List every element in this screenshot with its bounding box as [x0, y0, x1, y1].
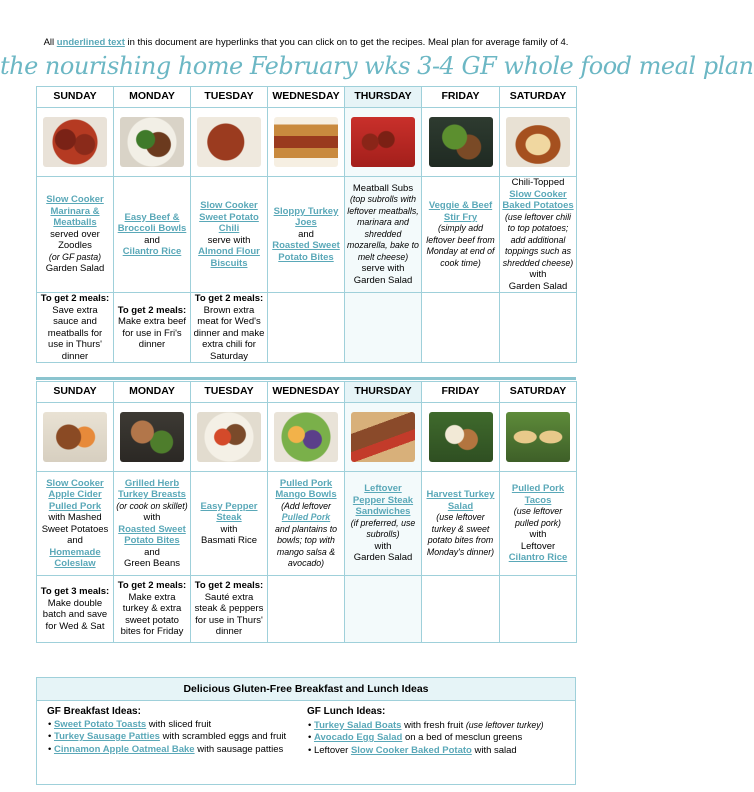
- meal-plan-title: the nourishing home February wks 3-4 GF whole food meal plan: [0, 52, 754, 80]
- day-header-friday: FRIDAY: [422, 87, 500, 108]
- week1-table: [36, 86, 577, 363]
- meal-text: Green Beans: [124, 558, 180, 569]
- meatballs-photo[interactable]: [43, 117, 107, 167]
- pepper-steak-photo[interactable]: [197, 412, 261, 462]
- tip-week2-wednesday: [268, 576, 345, 643]
- lunch-ideas: [307, 704, 572, 757]
- note-text-end: in this document are hyperlinks that you can click on to get the recipes. Meal plan for average family of 4.: [124, 37, 569, 48]
- meal-text: with Mashed Sweet Potatoes: [41, 512, 109, 535]
- idea-text: on a bed of mesclun greens: [402, 732, 523, 743]
- tip-week1-friday: [422, 293, 500, 363]
- meal-week2-thursday: [345, 472, 422, 576]
- pulled-pork-photo[interactable]: [43, 412, 107, 462]
- meal-link[interactable]: Cilantro Rice: [508, 552, 568, 564]
- day-header-thursday: THURSDAY: [345, 382, 422, 403]
- sweet-potato-chili-photo[interactable]: [197, 117, 261, 167]
- meal-week2-tuesday: [191, 472, 268, 576]
- week2-table: [36, 381, 577, 643]
- turkey-breast-photo[interactable]: [120, 412, 184, 462]
- meal-text: and: [144, 234, 160, 246]
- breakfast-lunch-ideas-box: [36, 677, 576, 785]
- meal-note: (or GF pasta): [48, 251, 102, 262]
- day-header-sunday: SUNDAY: [37, 87, 114, 108]
- tip-week1-sunday: [37, 293, 114, 363]
- meal-link[interactable]: Slow Cooker Sweet Potato Chili: [199, 200, 259, 234]
- week-divider: [36, 377, 576, 380]
- tacos-photo[interactable]: [506, 412, 570, 462]
- meal-text: Basmati Rice: [201, 535, 257, 546]
- meal-link[interactable]: Roasted Sweet Potato Bites: [118, 523, 186, 546]
- meal-link[interactable]: Pulled Pork: [281, 512, 331, 522]
- tip-heading: To get 2 meals:: [194, 293, 264, 304]
- meal-text: serve with: [361, 263, 405, 275]
- list-item: [313, 744, 572, 758]
- meal-text: Garden Salad: [353, 274, 413, 286]
- week1-meal-row: [37, 177, 577, 293]
- meal-week1-thursday: [345, 177, 422, 293]
- week2-tips-row: [37, 576, 577, 643]
- steak-sandwich-photo[interactable]: [351, 412, 415, 462]
- week1-photo-row: [37, 108, 577, 177]
- idea-text: with scrambled eggs and fruit: [159, 731, 287, 742]
- tip-text: Sauté extra steak & peppers for use in Thurs' dinner: [194, 591, 264, 638]
- meal-text: serve with: [207, 234, 251, 246]
- meal-text: with: [220, 523, 238, 535]
- week1-day-header-row: [37, 87, 577, 108]
- meal-note: and plantains to bowls; top with mango salsa & avocado): [274, 523, 338, 568]
- idea-link[interactable]: Cinnamon Apple Oatmeal Bake: [53, 743, 195, 755]
- meal-link[interactable]: Pulled Pork Mango Bowls: [275, 477, 337, 500]
- meal-note: (use leftover chili to top potatoes; add additional toppings such as shredded cheese): [502, 211, 574, 268]
- mango-bowl-photo[interactable]: [274, 412, 338, 462]
- meal-link[interactable]: Easy Pepper Steak: [200, 500, 258, 523]
- meal-week1-monday: [114, 177, 191, 293]
- meal-week2-monday: [114, 472, 191, 576]
- tip-text: Brown extra meat for Wed's dinner and make extra chili for Saturday: [193, 304, 265, 362]
- meal-week2-friday: [422, 472, 500, 576]
- meal-link[interactable]: Grilled Herb Turkey Breasts: [118, 477, 186, 500]
- idea-text: with sliced fruit: [146, 718, 212, 730]
- day-header-tuesday: TUESDAY: [191, 87, 268, 108]
- meal-week1-tuesday: [191, 177, 268, 293]
- meal-link[interactable]: Veggie & Beef Stir Fry: [428, 200, 493, 223]
- breakfast-title: GF Breakfast Ideas:: [47, 706, 141, 717]
- tip-week1-wednesday: [268, 293, 345, 363]
- beef-broccoli-photo[interactable]: [120, 117, 184, 167]
- day-header-monday: MONDAY: [114, 87, 191, 108]
- idea-text: with fresh fruit: [401, 719, 466, 731]
- tip-heading: To get 3 meals:: [40, 586, 110, 597]
- idea-link[interactable]: Slow Cooker Baked Potato: [350, 744, 472, 756]
- tip-text: Make extra beef for use in Fri's dinner: [117, 316, 187, 350]
- meal-week2-sunday: [37, 472, 114, 576]
- tip-week2-monday: [114, 576, 191, 643]
- meal-note: (Add leftover: [281, 500, 331, 511]
- list-item: [53, 731, 302, 744]
- day-header-saturday: SATURDAY: [500, 382, 577, 403]
- idea-link[interactable]: Avocado Egg Salad: [313, 732, 403, 743]
- turkey-salad-photo[interactable]: [429, 412, 493, 462]
- meal-link[interactable]: Leftover Pepper Steak Sandwiches: [352, 483, 414, 518]
- meal-text: with: [529, 529, 547, 541]
- idea-link[interactable]: Turkey Sausage Patties: [53, 731, 160, 742]
- idea-link[interactable]: Turkey Salad Boats: [313, 719, 402, 731]
- meal-text: and: [298, 228, 314, 240]
- idea-text: with salad: [471, 744, 517, 756]
- meal-link[interactable]: Slow Cooker Baked Potatoes: [502, 188, 574, 211]
- meal-link[interactable]: Roasted Sweet Potato Bites: [272, 240, 340, 263]
- meal-note: (top subrolls with leftover meatballs, marinara and shredded mozarella, bake to melt cheese): [347, 194, 419, 262]
- meal-note: (use leftover turkey & sweet potato bites from Monday's dinner): [426, 512, 495, 557]
- meal-link[interactable]: Homemade Coleslaw: [49, 546, 101, 569]
- tip-heading: To get 2 meals:: [40, 293, 110, 304]
- meal-note: (if preferred, use subrolls): [350, 517, 416, 540]
- day-header-friday: FRIDAY: [422, 382, 500, 403]
- tip-week2-friday: [422, 576, 500, 643]
- tip-week1-monday: [114, 293, 191, 363]
- tip-week2-thursday: [345, 576, 422, 643]
- meal-week1-sunday: [37, 177, 114, 293]
- tip-week2-sunday: [37, 576, 114, 643]
- list-item: [313, 719, 572, 733]
- meal-link[interactable]: Harvest Turkey Salad: [426, 489, 495, 512]
- tip-week2-saturday: [500, 576, 577, 643]
- meal-text: and: [67, 535, 83, 546]
- meal-week1-friday: [422, 177, 500, 293]
- week1-tips-row: [37, 293, 577, 363]
- idea-text: Leftover: [313, 744, 351, 756]
- meatball-sub-photo[interactable]: [351, 117, 415, 167]
- idea-text: with sausage patties: [194, 743, 284, 755]
- note-link[interactable]: underlined text: [56, 37, 125, 48]
- breakfast-ideas: [47, 704, 302, 756]
- tip-heading: To get 2 meals:: [194, 580, 264, 592]
- note-text-start: All: [43, 37, 57, 48]
- day-header-tuesday: TUESDAY: [191, 382, 268, 403]
- meal-week2-wednesday: [268, 472, 345, 576]
- meal-link[interactable]: Sloppy Turkey Joes: [273, 205, 339, 229]
- meal-link[interactable]: Cilantro Rice: [122, 246, 182, 257]
- meal-text: with: [143, 512, 161, 523]
- meal-text: Garden Salad: [45, 263, 105, 275]
- meal-link[interactable]: Easy Beef & Broccoli Bowls: [117, 211, 187, 234]
- list-item: [53, 718, 302, 732]
- meal-text: Leftover: [520, 540, 556, 552]
- day-header-thursday: THURSDAY: [345, 87, 422, 108]
- tip-week1-tuesday: [191, 293, 268, 363]
- list-item: [53, 743, 302, 757]
- meal-text: Garden Salad: [508, 280, 568, 292]
- meal-note: (or cook on skillet): [116, 500, 188, 511]
- meal-week2-saturday: [500, 472, 577, 576]
- tip-text: Make extra turkey & extra sweet potato bites for Friday: [120, 591, 184, 638]
- meal-link[interactable]: Almond Flour Biscuits: [198, 246, 260, 269]
- day-header-saturday: SATURDAY: [500, 87, 577, 108]
- week2-day-header-row: [37, 382, 577, 403]
- meal-text: with: [374, 540, 392, 552]
- meal-link[interactable]: Pulled Pork Tacos: [511, 483, 565, 506]
- tip-week2-tuesday: [191, 576, 268, 643]
- sloppy-joe-photo[interactable]: [274, 117, 338, 167]
- day-header-wednesday: WEDNESDAY: [268, 87, 345, 108]
- ideas-header: Delicious Gluten-Free Breakfast and Lunch Ideas: [37, 678, 575, 701]
- meal-text: Zoodles: [58, 240, 92, 252]
- meal-text: and: [144, 546, 160, 558]
- idea-link[interactable]: Sweet Potato Toasts: [53, 718, 147, 730]
- lunch-title: GF Lunch Ideas:: [307, 706, 386, 717]
- tip-heading: To get 2 meals:: [117, 580, 187, 592]
- list-item: [313, 732, 572, 745]
- meal-text: Garden Salad: [353, 552, 413, 564]
- day-header-monday: MONDAY: [114, 382, 191, 403]
- tip-week1-thursday: [345, 293, 422, 363]
- meal-note: (simply add leftover beef from Monday at end of cook time): [426, 223, 495, 268]
- meal-text: Meatball Subs: [352, 182, 414, 194]
- idea-note: (use leftover turkey): [465, 719, 544, 730]
- meal-text: served over: [50, 228, 100, 240]
- week2-meal-row: [37, 472, 577, 576]
- day-header-wednesday: WEDNESDAY: [268, 382, 345, 403]
- meal-text: with: [529, 269, 547, 280]
- meal-link[interactable]: Slow Cooker Marinara & Meatballs: [46, 194, 104, 229]
- meal-link[interactable]: Slow Cooker Apple Cider Pulled Pork: [46, 477, 104, 512]
- day-header-sunday: SUNDAY: [37, 382, 114, 403]
- tip-week1-saturday: [500, 293, 577, 363]
- meal-note: (use leftover pulled pork): [513, 506, 563, 528]
- baked-potato-photo[interactable]: [506, 117, 570, 167]
- meal-week1-saturday: [500, 177, 577, 293]
- hyperlink-note: [0, 37, 612, 48]
- stir-fry-photo[interactable]: [429, 117, 493, 167]
- meal-week1-wednesday: [268, 177, 345, 293]
- tip-heading: To get 2 meals:: [117, 304, 187, 316]
- tip-text: Save extra sauce and meatballs for use in Thurs' dinner: [47, 304, 103, 362]
- tip-text: Make double batch and save for Wed & Sat: [42, 597, 108, 632]
- meal-text: Chili-Topped: [511, 177, 565, 188]
- week2-photo-row: [37, 403, 577, 472]
